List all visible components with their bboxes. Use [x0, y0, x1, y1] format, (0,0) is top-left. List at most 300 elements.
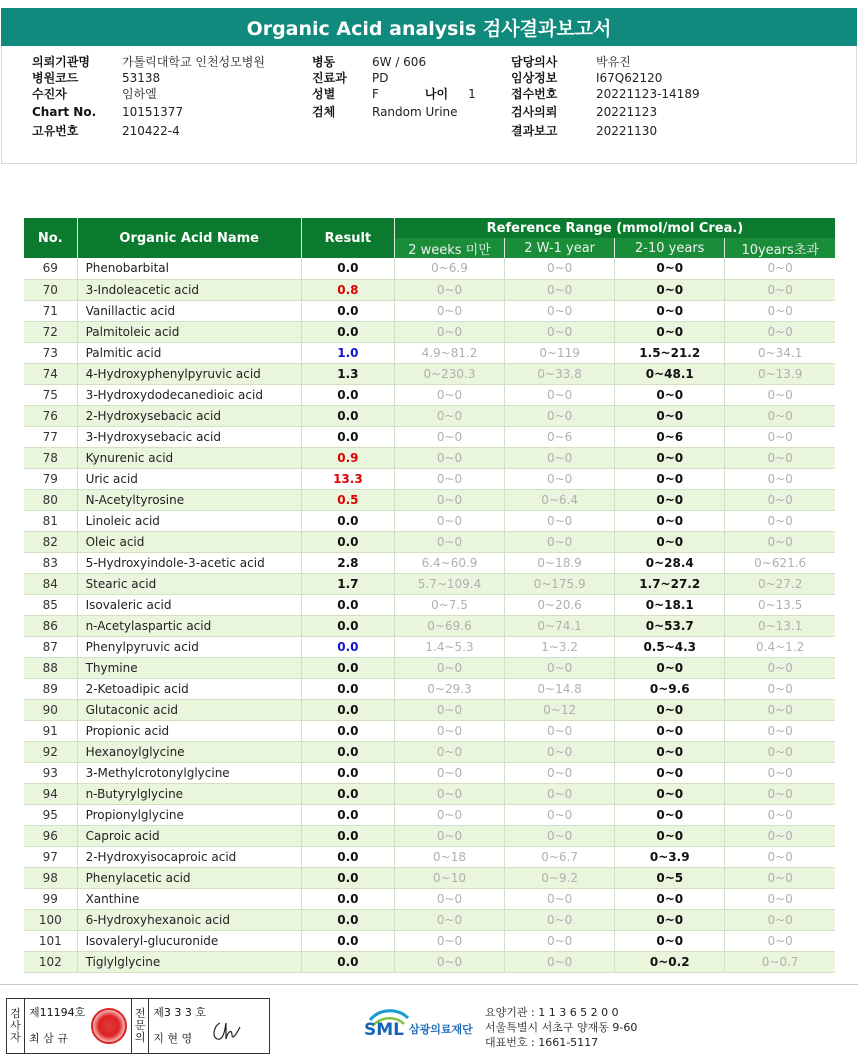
- institution-code: 요양기관 : 1 1 3 6 5 2 0 0: [485, 1006, 619, 1019]
- cell-range-2w-1-year: 0~6.4: [505, 489, 615, 510]
- age-label: 나이: [424, 87, 449, 101]
- cell-result: 0.0: [301, 636, 394, 657]
- cell-range-2-weeks: 0~0: [394, 741, 504, 762]
- cell-result: 0.0: [301, 783, 394, 804]
- cell-range-2w-1-year: 0~18.9: [505, 552, 615, 573]
- cell-no: 102: [24, 951, 77, 972]
- cell-range-2-10-years: 0~18.1: [615, 594, 725, 615]
- cell-range-2-10-years: 0~0: [615, 405, 725, 426]
- cell-range-over-10-years: 0~0: [725, 741, 835, 762]
- cell-range-over-10-years: 0~0: [725, 804, 835, 825]
- table-row: [24, 573, 835, 594]
- cell-range-2w-1-year: 0~0: [505, 321, 615, 342]
- cell-range-2-10-years: 0~53.7: [615, 615, 725, 636]
- info-label: 병동: [312, 55, 336, 69]
- table-row: [24, 720, 835, 741]
- cell-result: 0.0: [301, 930, 394, 951]
- cell-acid-name: N-Acetyltyrosine: [77, 489, 301, 510]
- cell-no: 85: [24, 594, 77, 615]
- cell-range-over-10-years: 0~0: [725, 909, 835, 930]
- cell-range-over-10-years: 0~0: [725, 699, 835, 720]
- info-label: 성별: [312, 87, 336, 101]
- cell-range-2-weeks: 0~0: [394, 468, 504, 489]
- cell-range-over-10-years: 0~0: [725, 321, 835, 342]
- cell-no: 89: [24, 678, 77, 699]
- org-name: 삼광의료재단: [409, 1023, 473, 1036]
- cell-range-over-10-years: 0~13.9: [725, 363, 835, 384]
- cell-range-2w-1-year: 0~0: [505, 930, 615, 951]
- info-row-chart-no: [32, 102, 265, 123]
- table-row: [24, 657, 835, 678]
- table-row: [24, 825, 835, 846]
- cell-range-over-10-years: 0~0: [725, 258, 835, 279]
- info-row-receipt-no: [511, 86, 700, 102]
- cell-no: 93: [24, 762, 77, 783]
- cell-acid-name: Palmitoleic acid: [77, 321, 301, 342]
- cell-acid-name: Hexanoylglycine: [77, 741, 301, 762]
- cell-range-2-10-years: 1.5~21.2: [615, 342, 725, 363]
- cell-range-2-weeks: 0~0: [394, 825, 504, 846]
- cell-acid-name: 3-Hydroxysebacic acid: [77, 426, 301, 447]
- info-value: 박유진: [596, 55, 631, 69]
- cell-range-2-weeks: 0~0: [394, 720, 504, 741]
- label-char: 전: [134, 1007, 146, 1020]
- cell-range-2-10-years: 0~0: [615, 888, 725, 909]
- cell-result: 0.5: [301, 489, 394, 510]
- specialist-cell: [149, 999, 210, 1053]
- cell-range-over-10-years: 0~0: [725, 384, 835, 405]
- cell-range-2-10-years: 0~5: [615, 867, 725, 888]
- cell-result: 0.0: [301, 405, 394, 426]
- footer-divider: [0, 984, 858, 985]
- institution-phone: 대표번호 : 1661-5117: [485, 1036, 599, 1049]
- cell-acid-name: Phenylpyruvic acid: [77, 636, 301, 657]
- org-logo-text: SML: [364, 1020, 404, 1040]
- label-char: 의: [134, 1031, 146, 1044]
- cell-range-over-10-years: 0~0: [725, 846, 835, 867]
- cell-acid-name: Phenylacetic acid: [77, 867, 301, 888]
- cell-range-2-10-years: 0~9.6: [615, 678, 725, 699]
- cell-range-2-weeks: 0~0: [394, 321, 504, 342]
- cell-result: 0.0: [301, 762, 394, 783]
- cell-result: 0.0: [301, 510, 394, 531]
- info-value: PD: [372, 71, 389, 85]
- cell-range-2-10-years: 0~0: [615, 489, 725, 510]
- info-value: 6W / 606: [372, 55, 427, 69]
- cell-result: 0.0: [301, 615, 394, 636]
- column-header-range-3: 2-10 years: [615, 238, 725, 258]
- cell-no: 73: [24, 342, 77, 363]
- cell-range-2w-1-year: 0~12: [505, 699, 615, 720]
- cell-result: 0.0: [301, 720, 394, 741]
- cell-range-2w-1-year: 0~0: [505, 405, 615, 426]
- cell-no: 99: [24, 888, 77, 909]
- results-table: [24, 218, 835, 973]
- cell-no: 95: [24, 804, 77, 825]
- cell-range-over-10-years: 0~0.7: [725, 951, 835, 972]
- cell-result: 0.0: [301, 867, 394, 888]
- cell-range-2w-1-year: 0~0: [505, 909, 615, 930]
- cell-no: 77: [24, 426, 77, 447]
- cell-acid-name: 3-Indoleacetic acid: [77, 279, 301, 300]
- cell-result: 0.0: [301, 804, 394, 825]
- table-row: [24, 615, 835, 636]
- cell-range-2w-1-year: 0~0: [505, 279, 615, 300]
- cell-range-2w-1-year: 0~0: [505, 447, 615, 468]
- cell-result: 0.0: [301, 888, 394, 909]
- cell-range-2-10-years: 0~0: [615, 720, 725, 741]
- cell-no: 96: [24, 825, 77, 846]
- cell-acid-name: Glutaconic acid: [77, 699, 301, 720]
- cell-range-2-10-years: 0~0: [615, 699, 725, 720]
- cell-result: 0.0: [301, 657, 394, 678]
- info-label: 결과보고: [511, 124, 558, 138]
- cell-no: 86: [24, 615, 77, 636]
- cell-no: 101: [24, 930, 77, 951]
- cell-range-2-weeks: 1.4~5.3: [394, 636, 504, 657]
- cell-range-2w-1-year: 0~6.7: [505, 846, 615, 867]
- cell-acid-name: 2-Ketoadipic acid: [77, 678, 301, 699]
- cell-range-2-10-years: 0~0: [615, 468, 725, 489]
- cell-no: 100: [24, 909, 77, 930]
- column-header-no: No.: [24, 218, 77, 258]
- info-label: 의뢰기관명: [32, 55, 90, 69]
- table-row: [24, 678, 835, 699]
- cell-range-2w-1-year: 0~0: [505, 825, 615, 846]
- cell-no: 92: [24, 741, 77, 762]
- info-value: 20221123-14189: [596, 87, 700, 101]
- table-row: [24, 300, 835, 321]
- table-row: [24, 405, 835, 426]
- cell-result: 0.0: [301, 594, 394, 615]
- cell-no: 69: [24, 258, 77, 279]
- info-row-department: [312, 70, 476, 86]
- cell-acid-name: Stearic acid: [77, 573, 301, 594]
- cell-range-2w-1-year: 0~0: [505, 888, 615, 909]
- table-row: [24, 741, 835, 762]
- cell-result: 1.3: [301, 363, 394, 384]
- info-label: 담당의사: [511, 55, 558, 69]
- cell-result: 0.0: [301, 426, 394, 447]
- info-value: 53138: [122, 71, 161, 85]
- table-row: [24, 867, 835, 888]
- cell-result: 0.0: [301, 258, 394, 279]
- table-row: [24, 552, 835, 573]
- cell-no: 72: [24, 321, 77, 342]
- cell-range-2-10-years: 0~0: [615, 384, 725, 405]
- cell-range-2w-1-year: 0~0: [505, 657, 615, 678]
- cell-result: 0.0: [301, 741, 394, 762]
- cell-acid-name: 2-Hydroxyisocaproic acid: [77, 846, 301, 867]
- table-row: [24, 909, 835, 930]
- cell-range-2w-1-year: 0~14.8: [505, 678, 615, 699]
- column-header-result: Result: [301, 218, 394, 258]
- cell-result: 0.8: [301, 279, 394, 300]
- info-row-patient: [32, 86, 265, 102]
- cell-range-2-weeks: 5.7~109.4: [394, 573, 504, 594]
- cell-range-2-10-years: 0~0: [615, 510, 725, 531]
- table-row: [24, 951, 835, 972]
- cell-range-2-10-years: 0~0: [615, 258, 725, 279]
- cell-range-2-10-years: 0~0: [615, 657, 725, 678]
- cell-no: 91: [24, 720, 77, 741]
- cell-range-over-10-years: 0~0: [725, 426, 835, 447]
- cell-acid-name: 4-Hydroxyphenylpyruvic acid: [77, 363, 301, 384]
- cell-range-2-weeks: 0~0: [394, 909, 504, 930]
- info-label: 검체: [312, 105, 336, 119]
- cell-range-2w-1-year: 0~9.2: [505, 867, 615, 888]
- cell-result: 0.0: [301, 846, 394, 867]
- table-row: [24, 342, 835, 363]
- cell-acid-name: Xanthine: [77, 888, 301, 909]
- cell-range-2-weeks: 0~0: [394, 888, 504, 909]
- info-label: 검사의뢰: [511, 105, 558, 119]
- table-row: [24, 363, 835, 384]
- info-row-specimen: [312, 102, 476, 123]
- cell-no: 81: [24, 510, 77, 531]
- cell-range-2w-1-year: 0~0: [505, 783, 615, 804]
- cell-range-over-10-years: 0~0: [725, 468, 835, 489]
- cell-acid-name: 6-Hydroxyhexanoic acid: [77, 909, 301, 930]
- cell-range-2w-1-year: 0~0: [505, 384, 615, 405]
- cell-range-2-weeks: 0~10: [394, 867, 504, 888]
- table-row: [24, 636, 835, 657]
- cell-range-2-10-years: 0~0: [615, 741, 725, 762]
- cell-range-2-10-years: 0~48.1: [615, 363, 725, 384]
- cell-acid-name: Phenobarbital: [77, 258, 301, 279]
- cell-acid-name: Uric acid: [77, 468, 301, 489]
- cell-no: 74: [24, 363, 77, 384]
- cell-range-2-10-years: 0~28.4: [615, 552, 725, 573]
- cell-result: 1.0: [301, 342, 394, 363]
- cell-range-2-weeks: 0~0: [394, 510, 504, 531]
- cell-result: 0.0: [301, 825, 394, 846]
- cell-result: 0.0: [301, 321, 394, 342]
- cell-range-2w-1-year: 0~0: [505, 258, 615, 279]
- cell-acid-name: Isovaleryl-glucuronide: [77, 930, 301, 951]
- info-row-sex-age: [312, 86, 476, 102]
- cell-range-2-10-years: 0~6: [615, 426, 725, 447]
- cell-range-2w-1-year: 0~0: [505, 300, 615, 321]
- cell-range-2w-1-year: 0~175.9: [505, 573, 615, 594]
- column-header-range-1: 2 weeks 미만: [394, 238, 504, 258]
- institution-address: 서울특별시 서초구 양재동 9-60: [485, 1021, 638, 1034]
- label-char: 검: [10, 1007, 21, 1020]
- info-row-hospital-code: [32, 70, 265, 86]
- cell-no: 84: [24, 573, 77, 594]
- cell-range-2w-1-year: 0~33.8: [505, 363, 615, 384]
- info-value: 10151377: [122, 105, 184, 119]
- cell-no: 90: [24, 699, 77, 720]
- label-char: 자: [10, 1031, 21, 1044]
- cell-range-2-weeks: 0~69.6: [394, 615, 504, 636]
- table-row: [24, 846, 835, 867]
- cell-result: 13.3: [301, 468, 394, 489]
- cell-no: 83: [24, 552, 77, 573]
- cell-range-over-10-years: 0~0: [725, 510, 835, 531]
- cell-range-2w-1-year: 0~0: [505, 531, 615, 552]
- cell-range-2-weeks: 0~0: [394, 804, 504, 825]
- cell-range-over-10-years: 0~0: [725, 489, 835, 510]
- results-body: [24, 258, 835, 972]
- cell-range-2w-1-year: 0~0: [505, 951, 615, 972]
- table-row: [24, 489, 835, 510]
- table-row: [24, 279, 835, 300]
- cell-acid-name: 3-Hydroxydodecanedioic acid: [77, 384, 301, 405]
- table-row: [24, 888, 835, 909]
- table-row: [24, 510, 835, 531]
- cell-range-2-weeks: 0~0: [394, 762, 504, 783]
- cell-no: 87: [24, 636, 77, 657]
- info-row-unique-no: [32, 123, 265, 139]
- cell-range-2w-1-year: 0~0: [505, 762, 615, 783]
- info-value: 210422-4: [122, 124, 180, 138]
- cell-result: 0.0: [301, 909, 394, 930]
- info-value: 20221130: [596, 124, 658, 138]
- table-row: [24, 321, 835, 342]
- cell-range-over-10-years: 0~27.2: [725, 573, 835, 594]
- cell-no: 71: [24, 300, 77, 321]
- cell-acid-name: Tiglylglycine: [77, 951, 301, 972]
- info-row-request-date: [511, 102, 700, 123]
- info-row-clinical-info: [511, 70, 700, 86]
- info-label: Chart No.: [32, 105, 97, 119]
- cell-range-2-10-years: 0~0: [615, 930, 725, 951]
- info-label: 진료과: [312, 71, 347, 85]
- table-row: [24, 426, 835, 447]
- column-header-range-2: 2 W-1 year: [505, 238, 615, 258]
- cell-range-2w-1-year: 0~0: [505, 804, 615, 825]
- cell-range-2-weeks: 0~0: [394, 699, 504, 720]
- cell-range-2w-1-year: 0~20.6: [505, 594, 615, 615]
- cell-range-2-10-years: 0~0: [615, 321, 725, 342]
- cell-range-2-weeks: 0~0: [394, 447, 504, 468]
- info-row-hospital: [32, 54, 265, 70]
- cell-range-2-10-years: 0.5~4.3: [615, 636, 725, 657]
- cell-range-2-10-years: 0~0: [615, 762, 725, 783]
- cell-no: 79: [24, 468, 77, 489]
- info-label: 임상정보: [511, 71, 558, 85]
- label-char: 문: [134, 1019, 146, 1032]
- cell-no: 75: [24, 384, 77, 405]
- table-row: [24, 783, 835, 804]
- cell-range-2w-1-year: 0~0: [505, 720, 615, 741]
- cell-range-2-weeks: 0~0: [394, 300, 504, 321]
- cell-range-2-10-years: 0~0.2: [615, 951, 725, 972]
- cell-acid-name: Oleic acid: [77, 531, 301, 552]
- specialist-license: 제3 3 3 호: [153, 1006, 206, 1019]
- cell-no: 97: [24, 846, 77, 867]
- cell-range-2w-1-year: 0~0: [505, 741, 615, 762]
- cell-acid-name: Caproic acid: [77, 825, 301, 846]
- cell-range-2-10-years: 0~0: [615, 783, 725, 804]
- info-label: 수진자: [32, 87, 67, 101]
- info-value: 20221123: [596, 105, 658, 119]
- cell-acid-name: n-Butyrylglycine: [77, 783, 301, 804]
- cell-range-over-10-years: 0~0: [725, 657, 835, 678]
- cell-range-over-10-years: 0~0: [725, 678, 835, 699]
- cell-range-2-weeks: 4.9~81.2: [394, 342, 504, 363]
- cell-range-2-weeks: 0~0: [394, 951, 504, 972]
- cell-no: 94: [24, 783, 77, 804]
- specialist-label: [131, 999, 149, 1053]
- cell-range-2w-1-year: 0~0: [505, 468, 615, 489]
- cell-range-2-weeks: 0~0: [394, 531, 504, 552]
- info-label: 접수번호: [511, 87, 558, 101]
- table-row: [24, 930, 835, 951]
- column-header-range-4: 10years초과: [725, 238, 835, 258]
- label-char: 사: [10, 1019, 21, 1032]
- table-row: [24, 258, 835, 279]
- patient-info-column-3: [511, 54, 700, 139]
- cell-acid-name: Thymine: [77, 657, 301, 678]
- signature-box: [6, 998, 270, 1054]
- table-row: [24, 531, 835, 552]
- cell-result: 0.0: [301, 384, 394, 405]
- cell-range-over-10-years: 0~0: [725, 300, 835, 321]
- cell-result: 1.7: [301, 573, 394, 594]
- table-row: [24, 447, 835, 468]
- cell-range-over-10-years: 0~13.5: [725, 594, 835, 615]
- info-row-doctor: [511, 54, 700, 70]
- age-value: 1: [468, 87, 476, 101]
- cell-result: 0.9: [301, 447, 394, 468]
- cell-range-2-weeks: 0~0: [394, 405, 504, 426]
- info-value: 임하엘: [122, 87, 157, 101]
- cell-range-over-10-years: 0~34.1: [725, 342, 835, 363]
- patient-info-column-2: [312, 54, 476, 123]
- cell-range-2-weeks: 0~18: [394, 846, 504, 867]
- cell-range-2-10-years: 0~0: [615, 279, 725, 300]
- cell-result: 0.0: [301, 951, 394, 972]
- cell-acid-name: n-Acetylaspartic acid: [77, 615, 301, 636]
- cell-acid-name: Propionylglycine: [77, 804, 301, 825]
- examiner-cell: [25, 999, 89, 1053]
- cell-acid-name: 5-Hydroxyindole-3-acetic acid: [77, 552, 301, 573]
- cell-acid-name: Vanillactic acid: [77, 300, 301, 321]
- cell-acid-name: Kynurenic acid: [77, 447, 301, 468]
- cell-range-over-10-years: 0~0: [725, 762, 835, 783]
- cell-no: 82: [24, 531, 77, 552]
- cell-range-2-10-years: 0~0: [615, 825, 725, 846]
- patient-info-panel: [1, 46, 857, 164]
- specialist-name: 지 현 영: [153, 1032, 193, 1045]
- info-row-report-date: [511, 123, 700, 139]
- cell-range-2-weeks: 0~0: [394, 657, 504, 678]
- cell-range-2-weeks: 0~7.5: [394, 594, 504, 615]
- cell-range-2-weeks: 6.4~60.9: [394, 552, 504, 573]
- cell-range-over-10-years: 0~0: [725, 930, 835, 951]
- table-row: [24, 699, 835, 720]
- cell-range-2-weeks: 0~6.9: [394, 258, 504, 279]
- cell-range-2w-1-year: 0~0: [505, 510, 615, 531]
- column-header-name: Organic Acid Name: [77, 218, 301, 258]
- cell-range-2-weeks: 0~0: [394, 384, 504, 405]
- cell-acid-name: Palmitic acid: [77, 342, 301, 363]
- examiner-label: [7, 999, 25, 1053]
- cell-no: 78: [24, 447, 77, 468]
- cell-range-2-10-years: 0~0: [615, 804, 725, 825]
- institution-info: [485, 1005, 637, 1050]
- patient-info-column-1: [32, 54, 265, 139]
- cell-acid-name: Linoleic acid: [77, 510, 301, 531]
- cell-range-2-weeks: 0~0: [394, 930, 504, 951]
- cell-no: 76: [24, 405, 77, 426]
- cell-range-2-10-years: 0~3.9: [615, 846, 725, 867]
- cell-result: 0.0: [301, 300, 394, 321]
- cell-range-over-10-years: 0~0: [725, 531, 835, 552]
- handwritten-signature-icon: [210, 999, 250, 1053]
